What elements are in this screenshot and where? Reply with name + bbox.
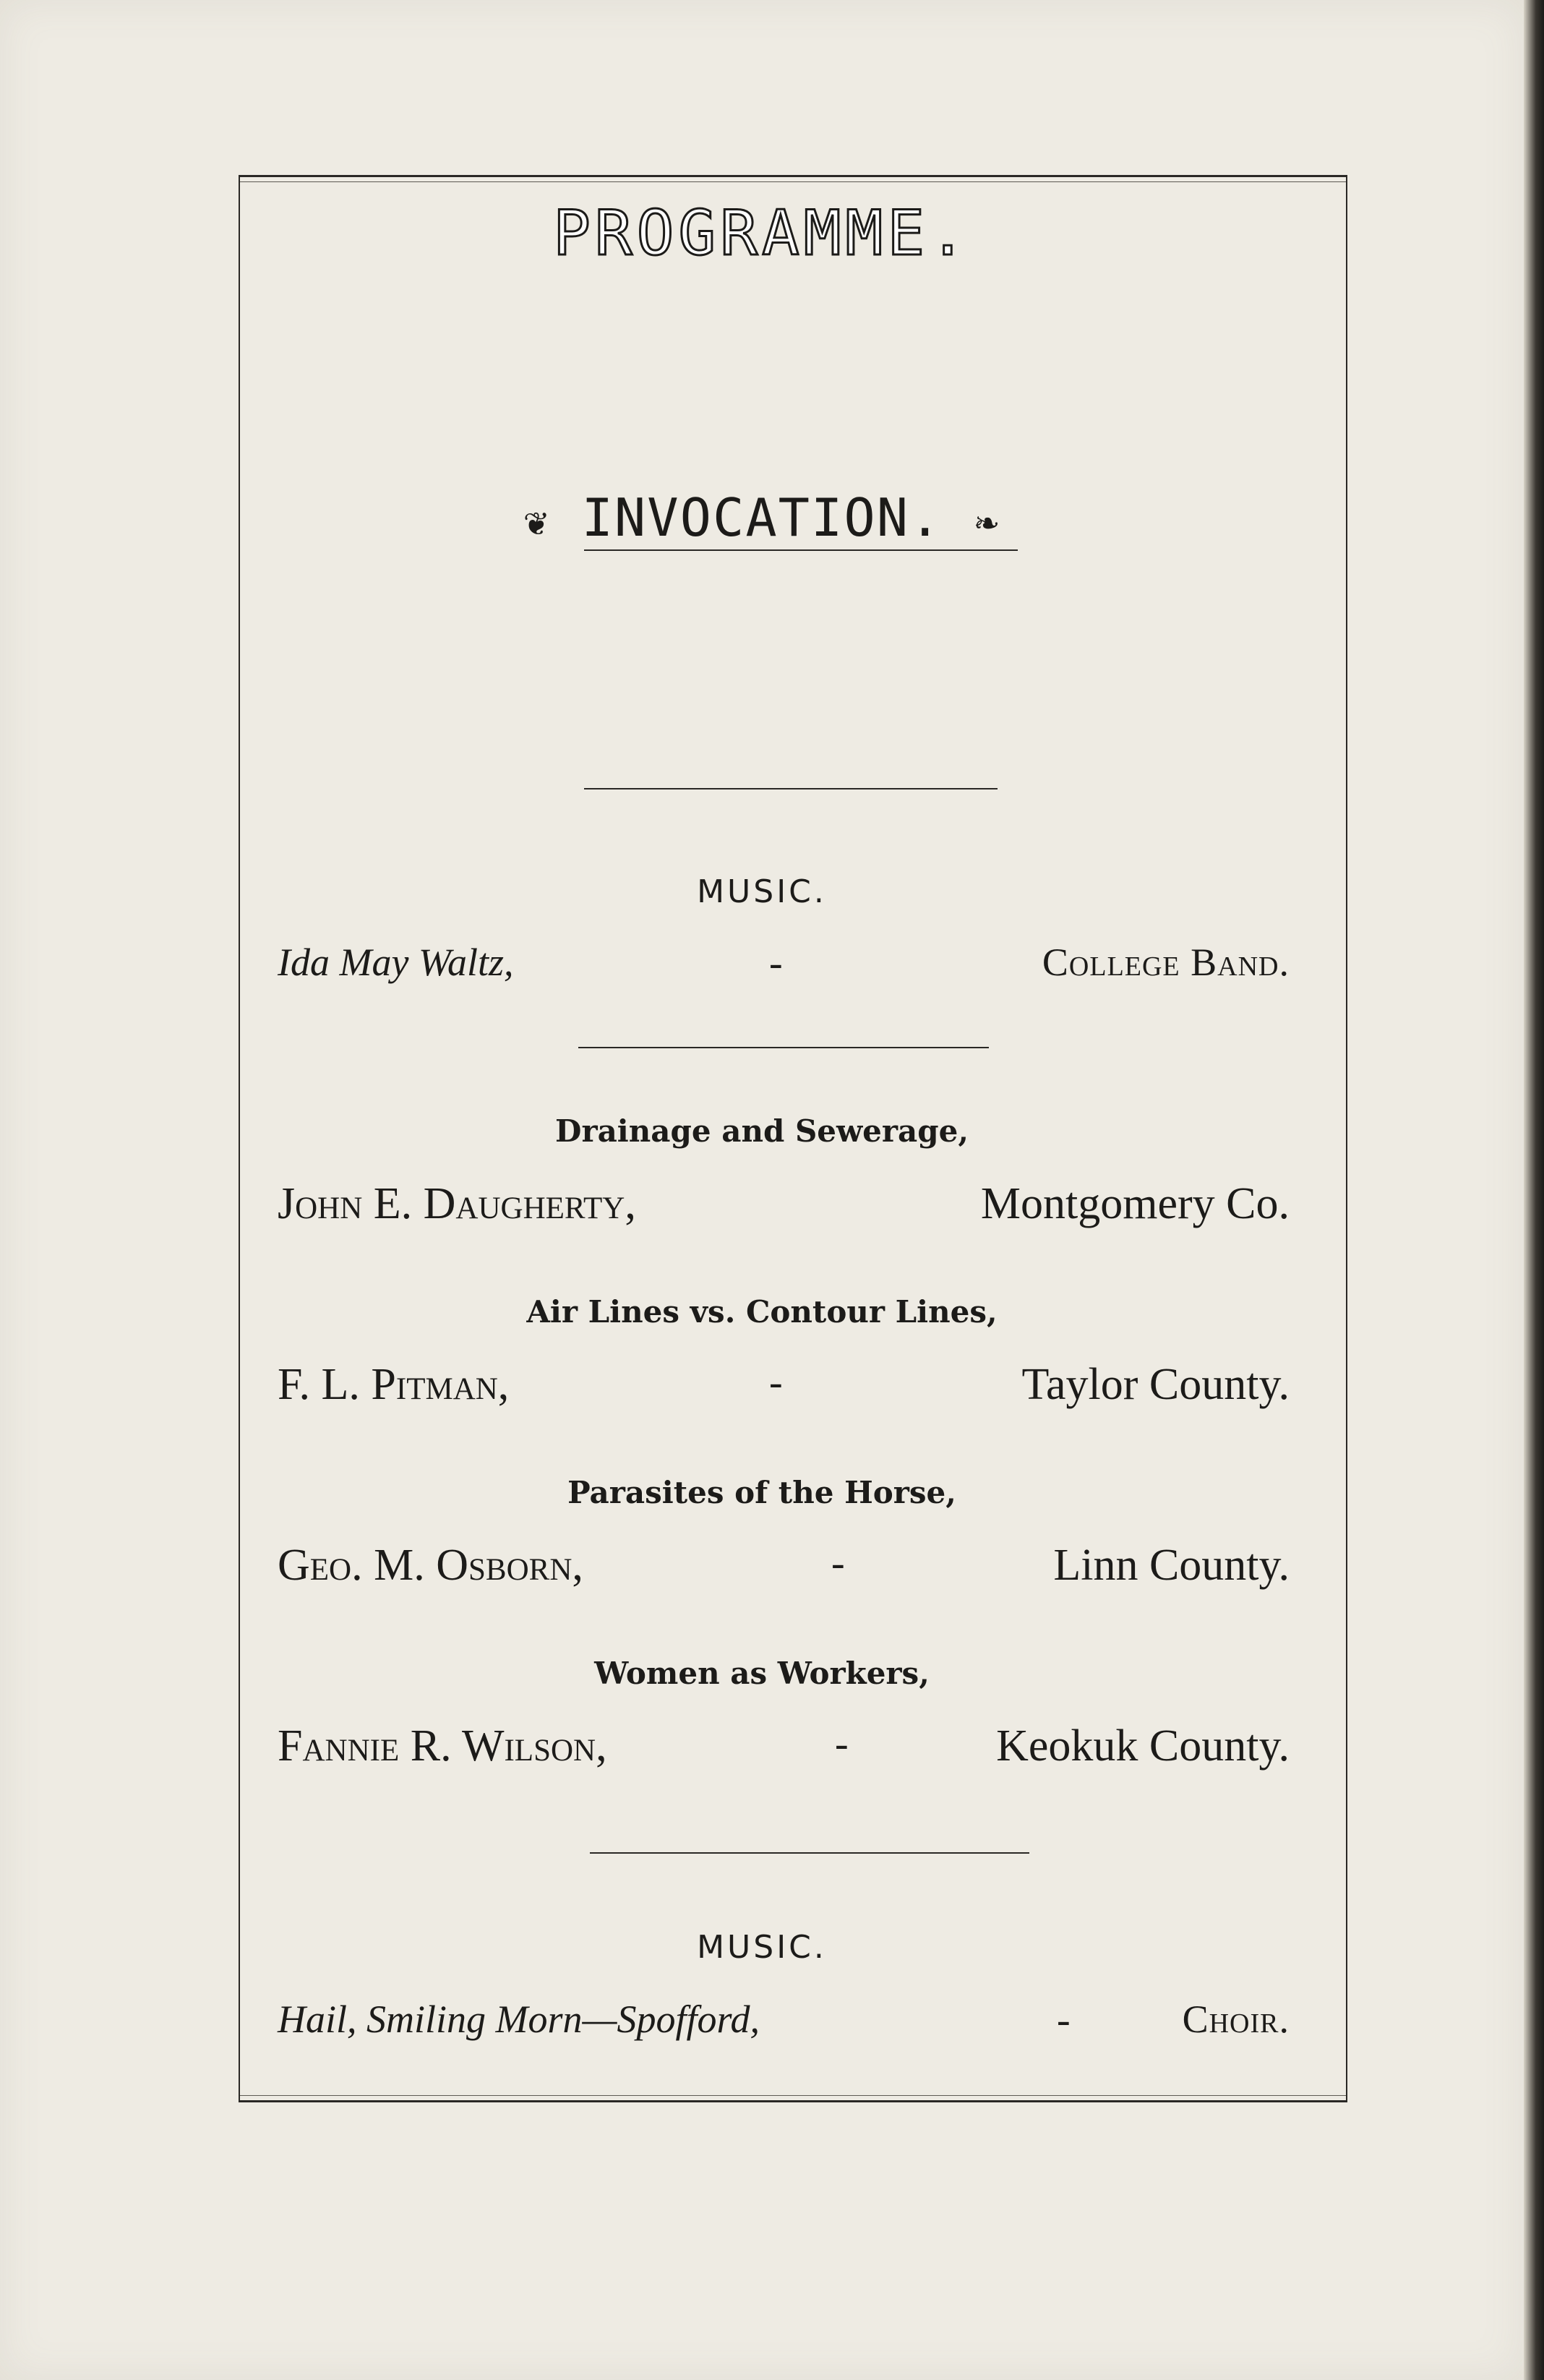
speaker-name: Geo. M. Osborn, — [278, 1541, 583, 1590]
border-inner-line — [240, 181, 1346, 182]
music-heading: MUSIC. — [697, 1929, 827, 1966]
music-dash: - — [769, 941, 783, 985]
speaker-dash: - — [835, 1721, 849, 1766]
book-spine-edge — [1524, 0, 1544, 2380]
divider-rule — [584, 788, 998, 789]
music-dash: - — [1057, 1998, 1071, 2042]
music-performer: College Band. — [1042, 941, 1290, 984]
music-piece: Ida May Waltz, — [278, 941, 514, 984]
page-title: PROGRAMME. — [553, 197, 971, 270]
ornament-left-icon: ❦ — [523, 498, 549, 544]
speaker-county: Taylor County. — [1021, 1360, 1290, 1409]
music-piece: Hail, Smiling Morn—Spofford, — [278, 1998, 760, 2041]
paper-topic: Parasites of the Horse, — [567, 1475, 956, 1510]
music-performer: Choir. — [1182, 1998, 1290, 2041]
paper-topic: Air Lines vs. Contour Lines, — [526, 1294, 998, 1330]
speaker-county: Keokuk County. — [996, 1721, 1290, 1771]
speaker-county: Linn County. — [1053, 1541, 1290, 1590]
music-heading: MUSIC. — [697, 873, 827, 910]
paper-topic: Women as Workers, — [594, 1656, 930, 1691]
ornament-right-icon: ❧ — [974, 498, 1000, 544]
speaker-county: Montgomery Co. — [980, 1179, 1290, 1228]
divider-rule — [590, 1852, 1029, 1854]
speaker-name: John E. Daugherty, — [278, 1179, 636, 1228]
speaker-dash: - — [769, 1360, 783, 1405]
divider-rule — [584, 549, 1018, 551]
invocation-heading — [0, 487, 1524, 548]
paper-topic: Drainage and Sewerage, — [555, 1113, 969, 1149]
speaker-dash: - — [831, 1541, 845, 1585]
speaker-name: Fannie R. Wilson, — [278, 1721, 607, 1771]
invocation-label: INVOCATION. — [581, 487, 943, 548]
divider-rule — [578, 1047, 989, 1048]
speaker-name: F. L. Pitman, — [278, 1360, 510, 1409]
border-inner-line — [240, 2095, 1346, 2096]
